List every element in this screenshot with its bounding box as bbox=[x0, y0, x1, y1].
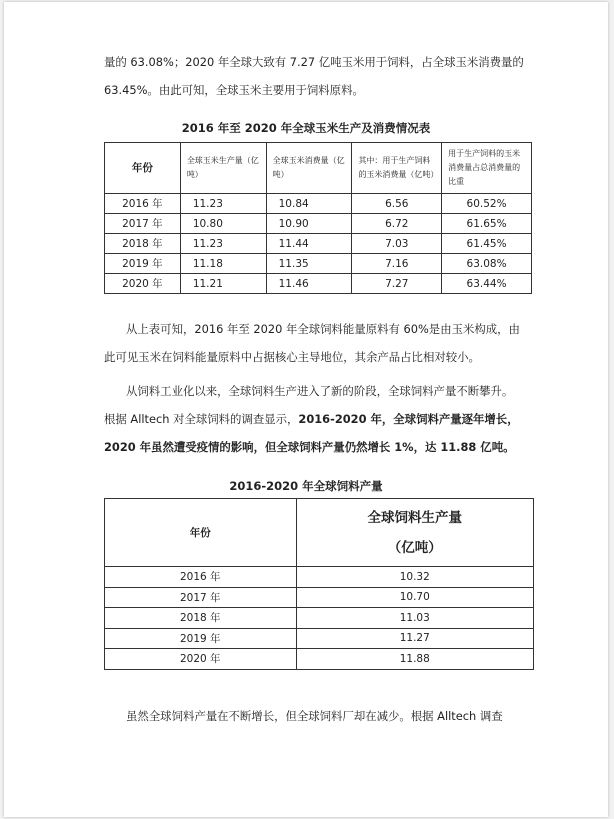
table-row bbox=[105, 274, 532, 294]
table1-header-production: 全球玉米生产量（亿吨） bbox=[180, 143, 266, 194]
table-cell-year: 2020 年 bbox=[105, 649, 297, 670]
table1-caption: 2016 年至 2020 年全球玉米生产及消费情况表 bbox=[181, 121, 431, 135]
feed-industry-paragraph bbox=[104, 377, 544, 461]
table2-header-production-unit: （亿吨） bbox=[387, 539, 442, 556]
table-cell-year: 2017 年 bbox=[105, 214, 181, 234]
table-row bbox=[105, 254, 532, 274]
table-cell: 7.16 bbox=[352, 254, 442, 274]
table-cell: 10.70 bbox=[296, 587, 533, 608]
table-cell: 7.03 bbox=[352, 234, 442, 254]
feed-line-1: 从饲料工业化以来，全球饲料生产进入了新的阶段，全球饲料产量不断攀升。 bbox=[126, 384, 514, 398]
table2-caption: 2016-2020 年全球饲料产量 bbox=[229, 479, 383, 493]
table-cell-year: 2019 年 bbox=[105, 254, 181, 274]
table-cell-year: 2018 年 bbox=[105, 234, 181, 254]
feed-line-2 bbox=[104, 405, 519, 433]
analysis-line-2: 此可见玉米在饲料能量原料中占据核心主导地位，其余产品占比相对较小。 bbox=[104, 350, 480, 364]
table-row bbox=[105, 194, 532, 214]
table-cell-year: 2016 年 bbox=[105, 567, 297, 588]
feed-line-3-bold: 2020 年虽然遭受疫情的影响，但全球饲料产量仍然增长 1%，达 11.88 亿吨。 bbox=[104, 440, 515, 454]
table-cell: 63.08% bbox=[442, 254, 532, 274]
table-cell-year: 2019 年 bbox=[105, 628, 297, 649]
table1-header-row bbox=[105, 143, 532, 194]
table-row bbox=[105, 587, 534, 608]
table-row bbox=[105, 214, 532, 234]
table2-header-production-title: 全球饲料生产量 bbox=[367, 509, 463, 526]
table1-header-feed-consumption: 其中：用于生产饲料的玉米消费量（亿吨） bbox=[352, 143, 442, 194]
table-cell: 11.35 bbox=[266, 254, 352, 274]
table-cell-year: 2020 年 bbox=[105, 274, 181, 294]
table-cell: 11.44 bbox=[266, 234, 352, 254]
table-cell: 60.52% bbox=[442, 194, 532, 214]
closing-paragraph bbox=[104, 702, 544, 730]
document-page bbox=[4, 2, 608, 817]
table-cell: 11.88 bbox=[296, 649, 533, 670]
table-row bbox=[105, 628, 534, 649]
table2-header-year: 年份 bbox=[105, 499, 297, 567]
table-cell-year: 2018 年 bbox=[105, 608, 297, 629]
table-row bbox=[105, 567, 534, 588]
feed-production-table bbox=[104, 498, 534, 670]
feed-line-2-bold: 2016-2020 年，全球饲料产量逐年增长， bbox=[298, 412, 519, 426]
analysis-paragraph bbox=[104, 315, 544, 371]
table-cell-year: 2017 年 bbox=[105, 587, 297, 608]
table-cell: 11.23 bbox=[180, 234, 266, 254]
table-cell: 11.21 bbox=[180, 274, 266, 294]
table-row bbox=[105, 608, 534, 629]
intro-line-1: 量的 63.08%；2020 年全球大致有 7.27 亿吨玉米用于饲料，占全球玉米消费量的 bbox=[104, 55, 524, 69]
table-cell: 11.46 bbox=[266, 274, 352, 294]
table-row bbox=[105, 234, 532, 254]
table-cell: 11.27 bbox=[296, 628, 533, 649]
table-cell: 10.80 bbox=[180, 214, 266, 234]
table-cell: 11.23 bbox=[180, 194, 266, 214]
table1-header-feed-share: 用于生产饲料的玉米消费量占总消费量的比重 bbox=[442, 143, 532, 194]
table-cell: 10.84 bbox=[266, 194, 352, 214]
feed-line-2-normal: 根据 Alltech 对全球饲料的调查显示， bbox=[104, 412, 299, 426]
table1-header-year: 年份 bbox=[105, 143, 181, 194]
table-cell: 61.45% bbox=[442, 234, 532, 254]
table-cell-year: 2016 年 bbox=[105, 194, 181, 214]
table-cell: 7.27 bbox=[352, 274, 442, 294]
table-cell: 11.18 bbox=[180, 254, 266, 274]
table-cell: 6.72 bbox=[352, 214, 442, 234]
table-cell: 10.90 bbox=[266, 214, 352, 234]
table-row bbox=[105, 649, 534, 670]
table2-header-row bbox=[105, 499, 534, 567]
corn-production-table bbox=[104, 142, 532, 294]
closing-line-1: 虽然全球饲料产量在不断增长，但全球饲料厂却在减少。根据 Alltech 调查 bbox=[126, 709, 503, 723]
table-cell: 11.03 bbox=[296, 608, 533, 629]
table-cell: 61.65% bbox=[442, 214, 532, 234]
table-cell: 10.32 bbox=[296, 567, 533, 588]
intro-line-2: 63.45%。由此可知，全球玉米主要用于饲料原料。 bbox=[104, 83, 364, 97]
table-cell: 6.56 bbox=[352, 194, 442, 214]
analysis-line-1: 从上表可知，2016 年至 2020 年全球饲料能量原料有 60%是由玉米构成，由 bbox=[126, 322, 520, 336]
table2-header-production bbox=[296, 499, 533, 567]
table1-header-consumption: 全球玉米消费量（亿吨） bbox=[266, 143, 352, 194]
table-cell: 63.44% bbox=[442, 274, 532, 294]
intro-paragraph bbox=[104, 48, 544, 104]
